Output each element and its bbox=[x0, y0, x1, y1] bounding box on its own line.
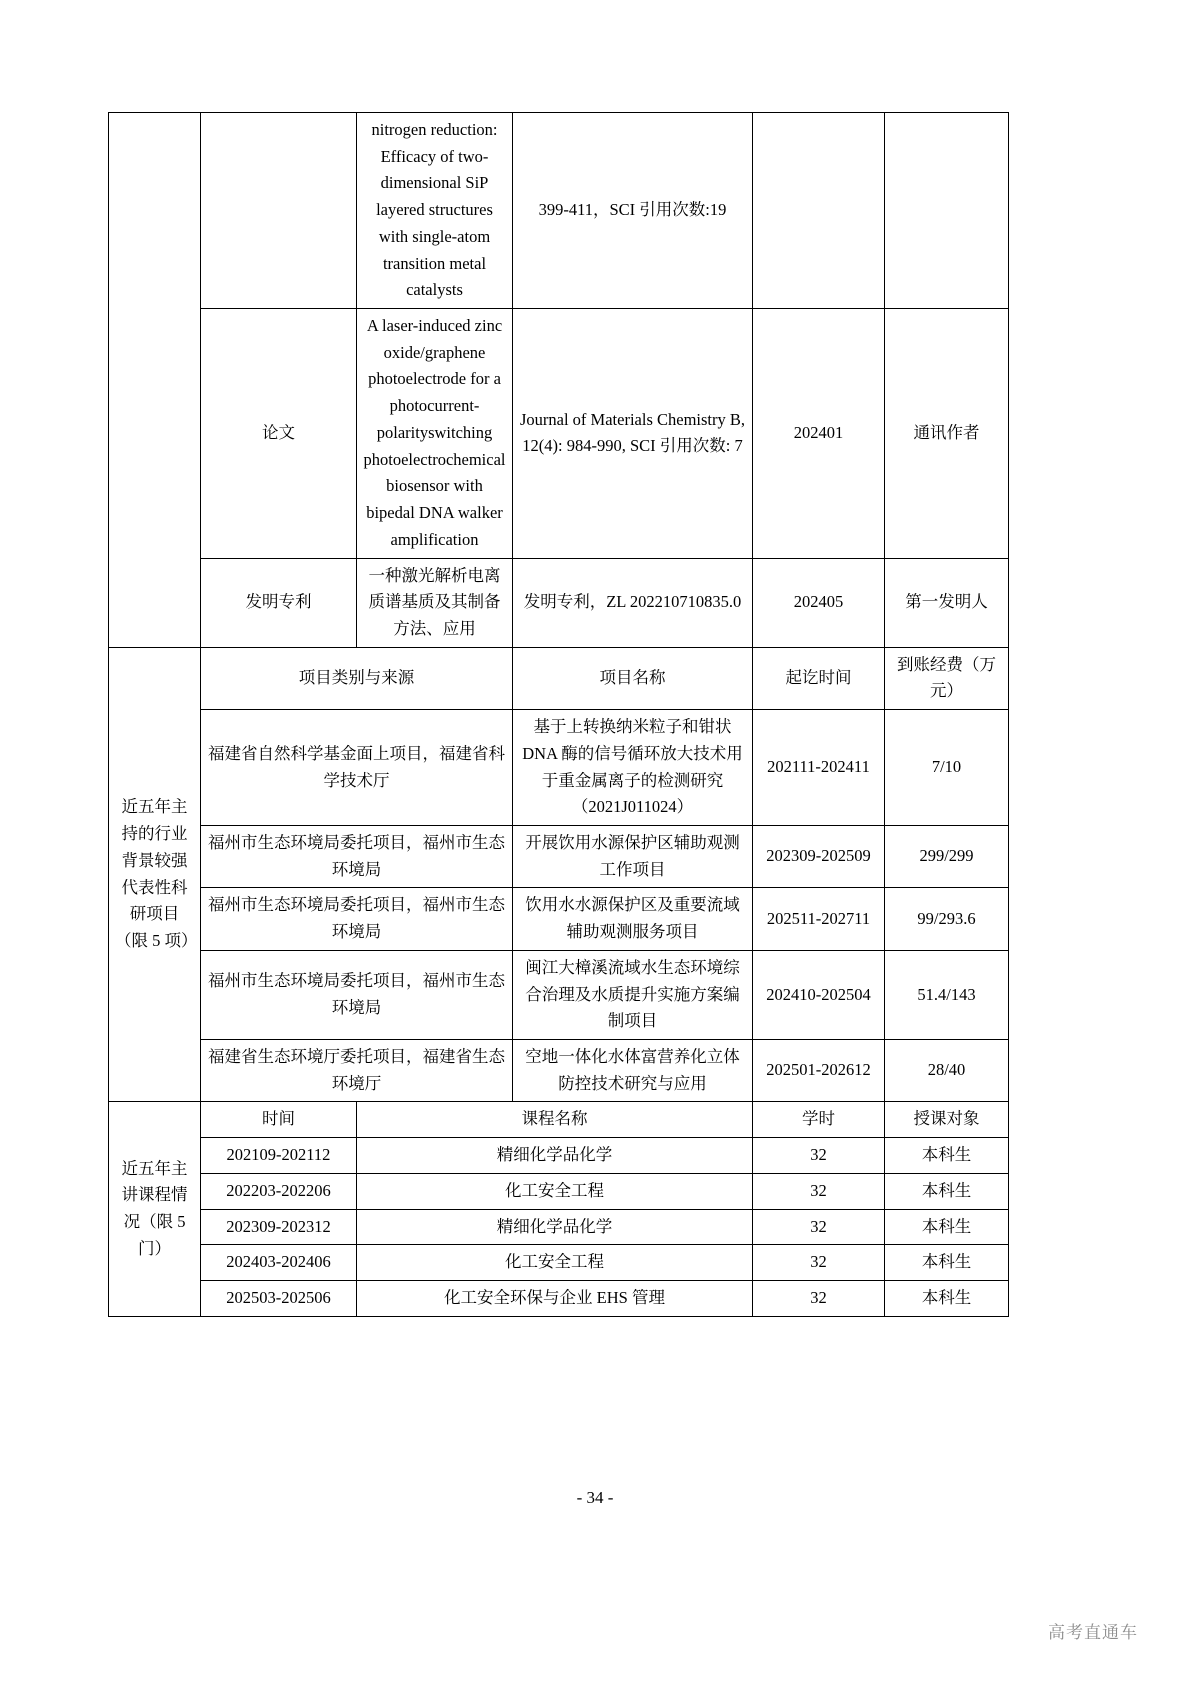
cell-course-name: 化工安全环保与企业 EHS 管理 bbox=[357, 1281, 753, 1317]
cell-course-audience: 本科生 bbox=[885, 1245, 1009, 1281]
cell-project-funding: 28/40 bbox=[885, 1040, 1009, 1102]
cell-paper2-title: A laser-induced zinc oxide/graphene photoelectrode for a photocurrent-polarityswitching photoelectrochemical biosensor with bipedal DNA walker amplification bbox=[357, 309, 513, 558]
cell-left-spacer-papers bbox=[109, 113, 201, 648]
cell-paper2-journal: Journal of Materials Chemistry B, 12(4): 984-990, SCI 引用次数: 7 bbox=[513, 309, 753, 558]
cell-courses-header-name: 课程名称 bbox=[357, 1102, 753, 1138]
cell-courses-header-time: 时间 bbox=[201, 1102, 357, 1138]
cell-projects-section-label: 近五年主持的行业背景较强代表性科研项目（限 5 项） bbox=[109, 647, 201, 1102]
cell-projects-header-funding: 到账经费（万元） bbox=[885, 647, 1009, 709]
table-row bbox=[109, 1245, 1009, 1281]
cell-course-time: 202403-202406 bbox=[201, 1245, 357, 1281]
cell-course-hours: 32 bbox=[753, 1209, 885, 1245]
cell-project-source: 福州市生态环境局委托项目，福州市生态环境局 bbox=[201, 888, 513, 950]
table-row bbox=[109, 1040, 1009, 1102]
cell-project-source: 福建省自然科学基金面上项目，福建省科学技术厅 bbox=[201, 710, 513, 826]
cell-project-period: 202309-202509 bbox=[753, 825, 885, 887]
table-row-courses-header bbox=[109, 1102, 1009, 1138]
cell-patent-role: 第一发明人 bbox=[885, 558, 1009, 647]
cell-course-audience: 本科生 bbox=[885, 1281, 1009, 1317]
cell-project-period: 202410-202504 bbox=[753, 950, 885, 1039]
cell-course-audience: 本科生 bbox=[885, 1138, 1009, 1174]
cell-project-name: 基于上转换纳米粒子和钳状 DNA 酶的信号循环放大技术用于重金属离子的检测研究（2021J011024） bbox=[513, 710, 753, 826]
cell-project-source: 福州市生态环境局委托项目，福州市生态环境局 bbox=[201, 950, 513, 1039]
cell-project-name: 开展饮用水源保护区辅助观测工作项目 bbox=[513, 825, 753, 887]
cell-course-time: 202109-202112 bbox=[201, 1138, 357, 1174]
cell-patent-title: 一种激光解析电离质谱基质及其制备方法、应用 bbox=[357, 558, 513, 647]
cell-paper2-type: 论文 bbox=[201, 309, 357, 558]
table-row bbox=[109, 558, 1009, 647]
table-row bbox=[109, 1281, 1009, 1317]
cell-project-funding: 99/293.6 bbox=[885, 888, 1009, 950]
cell-paper1-title: nitrogen reduction: Efficacy of two-dimensional SiP layered structures with single-atom transition metal catalysts bbox=[357, 113, 513, 309]
achievements-table bbox=[108, 112, 1009, 1317]
cell-project-funding: 7/10 bbox=[885, 710, 1009, 826]
table-row-projects-header bbox=[109, 647, 1009, 709]
cell-courses-header-hours: 学时 bbox=[753, 1102, 885, 1138]
cell-patent-journal: 发明专利，ZL 202210710835.0 bbox=[513, 558, 753, 647]
cell-project-source: 福州市生态环境局委托项目，福州市生态环境局 bbox=[201, 825, 513, 887]
table-row bbox=[109, 950, 1009, 1039]
cell-project-source: 福建省生态环境厅委托项目，福建省生态环境厅 bbox=[201, 1040, 513, 1102]
cell-course-hours: 32 bbox=[753, 1281, 885, 1317]
cell-paper1-type bbox=[201, 113, 357, 309]
table-row bbox=[109, 710, 1009, 826]
cell-project-funding: 299/299 bbox=[885, 825, 1009, 887]
table-row bbox=[109, 1173, 1009, 1209]
cell-project-name: 饮用水水源保护区及重要流域辅助观测服务项目 bbox=[513, 888, 753, 950]
cell-course-hours: 32 bbox=[753, 1138, 885, 1174]
table-row bbox=[109, 113, 1009, 309]
cell-projects-header-name: 项目名称 bbox=[513, 647, 753, 709]
cell-course-name: 化工安全工程 bbox=[357, 1245, 753, 1281]
cell-paper1-date bbox=[753, 113, 885, 309]
table-row bbox=[109, 888, 1009, 950]
cell-course-time: 202503-202506 bbox=[201, 1281, 357, 1317]
cell-course-hours: 32 bbox=[753, 1173, 885, 1209]
table-row bbox=[109, 309, 1009, 558]
cell-course-name: 精细化学品化学 bbox=[357, 1138, 753, 1174]
cell-course-name: 化工安全工程 bbox=[357, 1173, 753, 1209]
cell-courses-section-label: 近五年主讲课程情况（限 5 门） bbox=[109, 1102, 201, 1316]
table-row bbox=[109, 1209, 1009, 1245]
cell-project-period: 202501-202612 bbox=[753, 1040, 885, 1102]
cell-project-period: 202111-202411 bbox=[753, 710, 885, 826]
cell-course-name: 精细化学品化学 bbox=[357, 1209, 753, 1245]
cell-course-audience: 本科生 bbox=[885, 1209, 1009, 1245]
cell-courses-header-audience: 授课对象 bbox=[885, 1102, 1009, 1138]
cell-course-audience: 本科生 bbox=[885, 1173, 1009, 1209]
watermark-label: 高考直通车 bbox=[1048, 1623, 1138, 1642]
cell-patent-type: 发明专利 bbox=[201, 558, 357, 647]
cell-project-funding: 51.4/143 bbox=[885, 950, 1009, 1039]
cell-paper2-role: 通讯作者 bbox=[885, 309, 1009, 558]
cell-paper1-role bbox=[885, 113, 1009, 309]
cell-project-name: 闽江大樟溪流域水生态环境综合治理及水质提升实施方案编制项目 bbox=[513, 950, 753, 1039]
cell-course-hours: 32 bbox=[753, 1245, 885, 1281]
cell-project-period: 202511-202711 bbox=[753, 888, 885, 950]
cell-course-time: 202309-202312 bbox=[201, 1209, 357, 1245]
cell-paper1-journal: 399-411，SCI 引用次数:19 bbox=[513, 113, 753, 309]
page-number: - 34 - bbox=[576, 1488, 614, 1507]
cell-projects-header-source: 项目类别与来源 bbox=[201, 647, 513, 709]
cell-paper2-date: 202401 bbox=[753, 309, 885, 558]
table-row bbox=[109, 1138, 1009, 1174]
cell-course-time: 202203-202206 bbox=[201, 1173, 357, 1209]
cell-projects-header-period: 起讫时间 bbox=[753, 647, 885, 709]
cell-patent-date: 202405 bbox=[753, 558, 885, 647]
cell-project-name: 空地一体化水体富营养化立体防控技术研究与应用 bbox=[513, 1040, 753, 1102]
table-row bbox=[109, 825, 1009, 887]
